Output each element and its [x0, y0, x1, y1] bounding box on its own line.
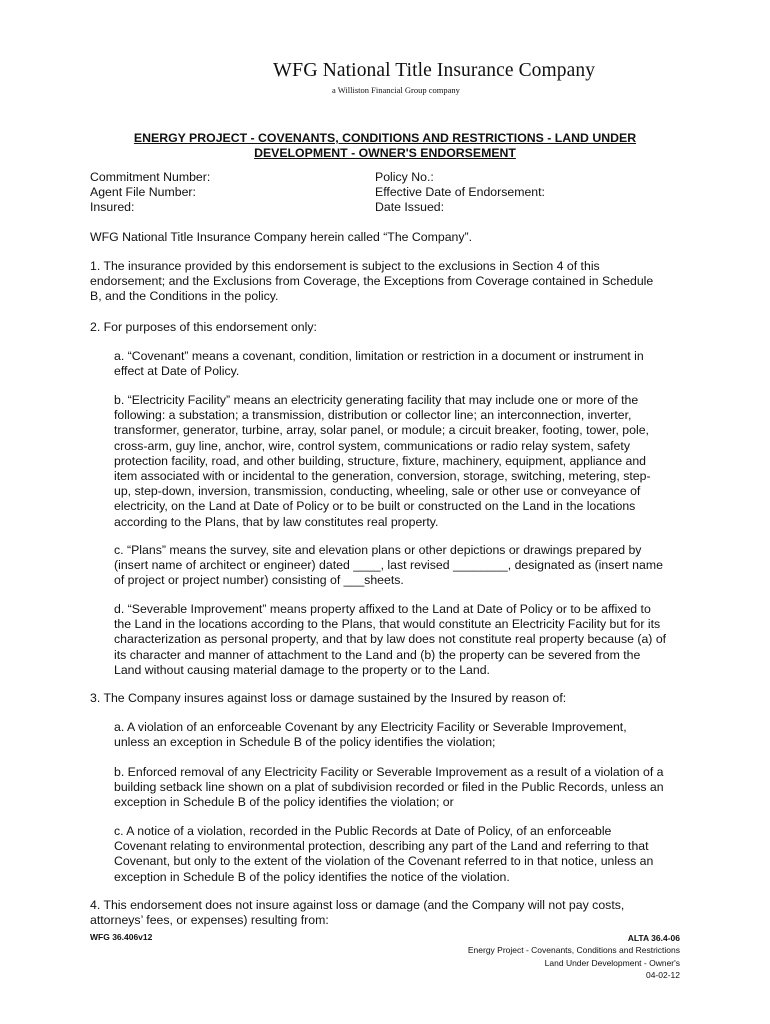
section-2c-line: of project or project number) consisting of ___sheets. — [114, 573, 404, 588]
section-1-line: endorsement; and the Exclusions from Coverage, the Exceptions from Coverage contained in Schedule — [90, 274, 654, 289]
intro-paragraph: WFG National Title Insurance Company herein called “The Company”. — [90, 230, 473, 244]
section-2a — [114, 349, 644, 379]
company-logo — [234, 42, 596, 124]
section-3: 3. The Company insures against loss or damage sustained by the Insured by reason of: — [90, 691, 567, 705]
footer-alta-number: ALTA 36.4-06 — [627, 933, 680, 943]
section-3a-line: unless an exception in Schedule B of the policy identifies the violation; — [114, 735, 496, 750]
section-2b-line: electricity, on the Land at Date of Policy or to be built or constructed on the Land in the locations — [114, 499, 636, 514]
date-issued-label: Date Issued: — [375, 200, 445, 214]
section-2b-line: b. “Electricity Facility” means an electricity generating facility that may include one or more of the — [114, 393, 639, 407]
section-2b-line: item associated with or incidental to the generation, conversion, storage, switching, metering, step- — [114, 469, 651, 484]
section-1 — [90, 259, 653, 305]
section-4-line: 4. This endorsement does not insure against loss or damage (and the Company will not pay costs, — [90, 898, 625, 912]
section-2d — [114, 602, 666, 678]
section-2b-line: according to the Plans, that by law constitutes real property. — [114, 514, 439, 529]
section-2b — [114, 393, 651, 530]
section-2: 2. For purposes of this endorsement only: — [90, 320, 317, 334]
section-4 — [90, 898, 624, 928]
logo-tagline: a Williston Financial Group company — [332, 85, 460, 95]
section-3c-line: Covenant relating to environmental protection, describing any part of the Land and referring to that — [114, 839, 649, 854]
commitment-number-label: Commitment Number: — [90, 170, 211, 184]
footer-form-info — [468, 932, 680, 982]
insured-label: Insured: — [90, 200, 135, 214]
section-2c-line: (insert name of architect or engineer) dated ____, last revised ________, designated as (insert name — [114, 558, 663, 573]
logo-company-name: WFG National Title Insurance Company — [273, 59, 596, 81]
agent-file-number-label: Agent File Number: — [90, 185, 196, 199]
section-3c-line: exception in Schedule B of the policy identifies the notice of the violation. — [114, 869, 510, 884]
section-2b-line: transformer, generator, turbine, array, solar panel, or module; a circuit breaker, footing, tower, pole, — [114, 423, 649, 438]
policy-no-label: Policy No.: — [375, 170, 434, 184]
section-2d-line: Land without causing material damage to the property or to the Land. — [114, 662, 490, 677]
section-2d-line: characterization as personal property, and that by law does not constitute real property because (a) of — [114, 632, 667, 647]
section-2c-line: c. “Plans” means the survey, site and elevation plans or other depictions or drawings prepared by — [114, 543, 642, 557]
footer-form-subtitle: Land Under Development - Owner's — [544, 957, 680, 968]
section-3a-line: a. A violation of an enforceable Covenant by any Electricity Facility or Severable Improvement, — [114, 720, 627, 734]
section-4-line: attorneys’ fees, or expenses) resulting from: — [90, 913, 329, 928]
section-3b-line: building setback line shown on a plat of subdivision recorded or filed in the Public Records, unless an — [114, 780, 664, 795]
logo-crescents-icon — [234, 42, 534, 124]
section-3c — [114, 824, 653, 885]
section-3b — [114, 765, 664, 811]
footer-form-number: WFG 36.406v12 — [90, 932, 153, 942]
section-3c-line: Covenant, but only to the extent of the violation of the Covenant referred to in that notice, unless an — [114, 854, 654, 869]
section-2a-line: a. “Covenant” means a covenant, condition, limitation or restriction in a document or instrument in — [114, 349, 644, 363]
section-3a — [114, 720, 627, 750]
section-2b-line: following: a substation; a transmission, distribution or collector line; an interconnection, inverter, — [114, 408, 632, 423]
section-2d-line: the Land in the locations according to the Plans, that would constitute an Electricity Facility but for its — [114, 617, 661, 632]
section-3b-line: b. Enforced removal of any Electricity Facility or Severable Improvement as a result of a violation of a — [114, 765, 664, 779]
footer-form-date: 04-02-12 — [645, 970, 680, 981]
section-2d-line: d. “Severable Improvement” means property affixed to the Land at Date of Policy or to be affixed to — [114, 602, 651, 616]
title-line-2: DEVELOPMENT - OWNER'S ENDORSEMENT — [254, 146, 516, 160]
section-1-line: B, and the Conditions in the policy. — [90, 289, 279, 304]
section-3c-line: c. A notice of a violation, recorded in the Public Records at Date of Policy, of an enforceable — [114, 824, 612, 838]
effective-date-label: Effective Date of Endorsement: — [375, 185, 545, 199]
title-line-1: ENERGY PROJECT - COVENANTS, CONDITIONS AND RESTRICTIONS - LAND UNDER — [133, 131, 637, 145]
section-3b-line: exception in Schedule B of the policy identifies the violation; or — [114, 795, 454, 810]
section-2b-line: cross-arm, guy line, anchor, wire, control system, communications or radio relay system, safety — [114, 438, 630, 453]
section-2c — [114, 543, 663, 589]
section-2d-line: its character and manner of attachment to the Land and (b) the property can be severed from the — [114, 647, 641, 662]
section-2b-line: up, step-down, inversion, transmission, conducting, wheeling, sale or other use or conveyance of — [114, 484, 641, 499]
section-1-line: 1. The insurance provided by this endorsement is subject to the exclusions in Section 4 of this — [90, 259, 600, 273]
section-2b-line: protection facility, road, and other building, structure, fixture, machinery, equipment, appliance and — [114, 453, 647, 468]
footer-form-title: Energy Project - Covenants, Conditions and Restrictions — [467, 945, 680, 956]
section-2a-line: effect at Date of Policy. — [114, 364, 240, 379]
